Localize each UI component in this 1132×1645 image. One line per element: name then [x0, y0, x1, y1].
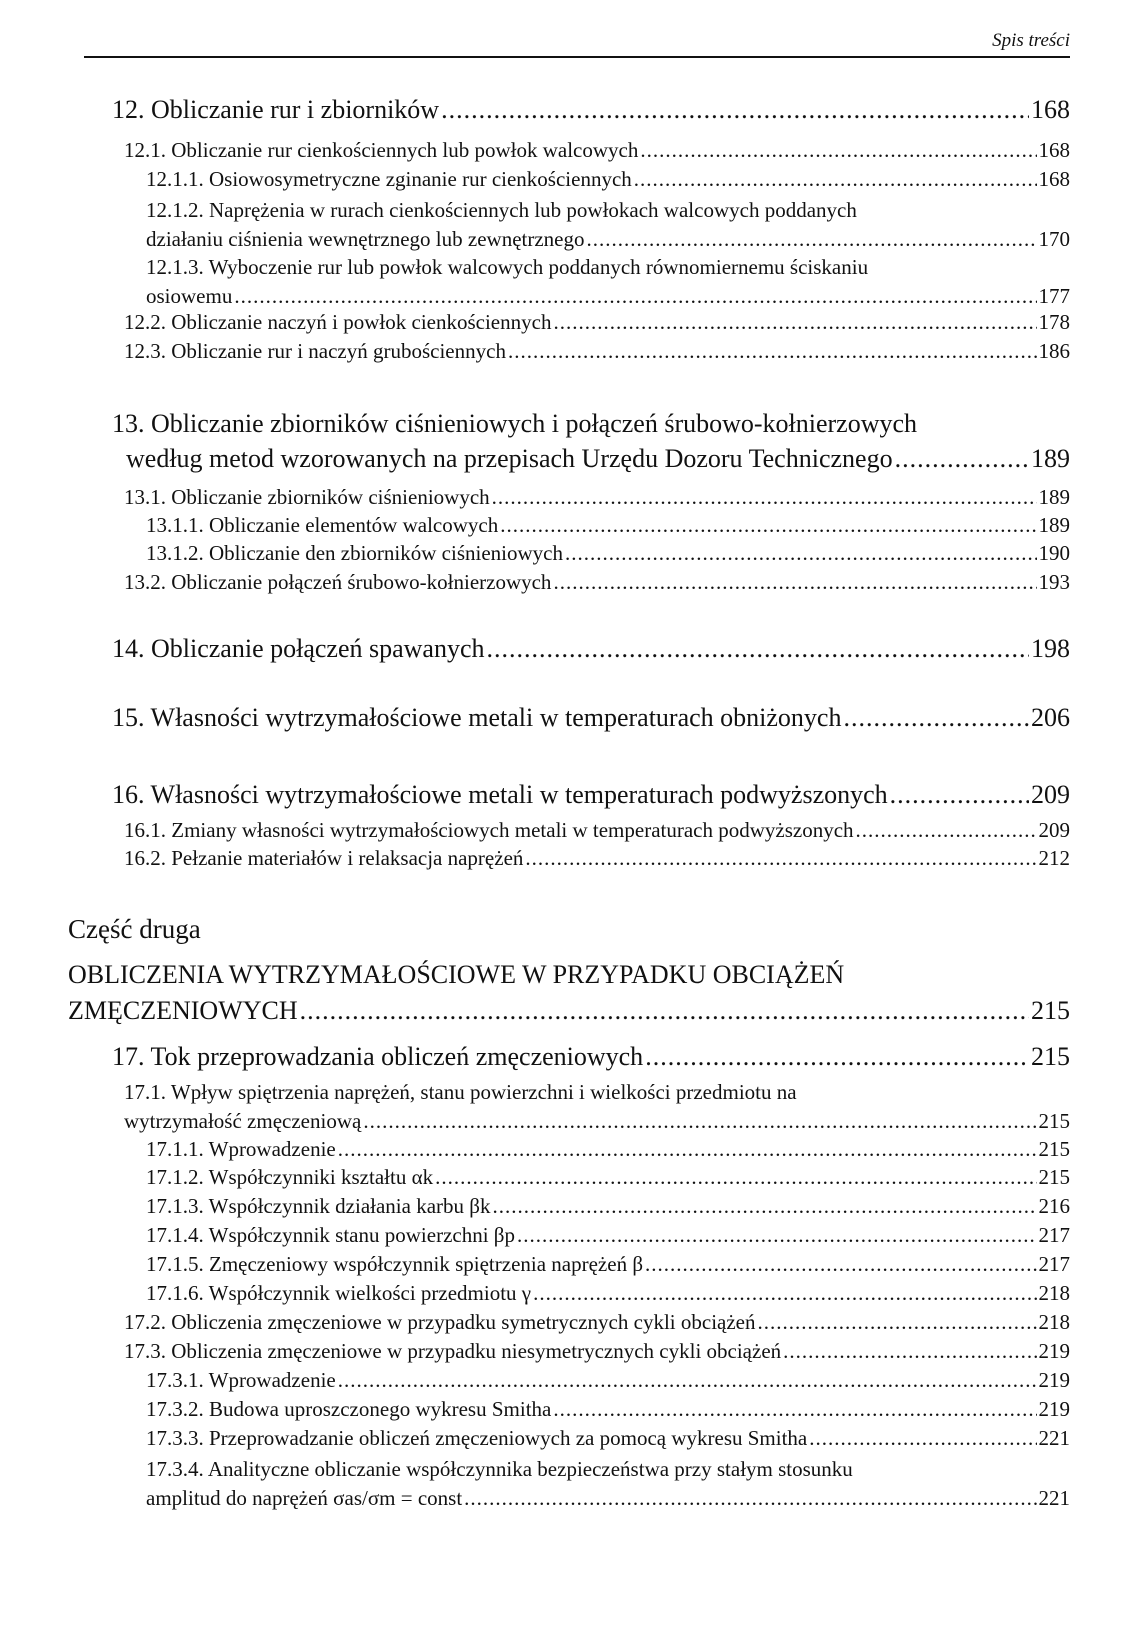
toc-entry[interactable] — [124, 1310, 1070, 1335]
toc-entry[interactable] — [112, 780, 1070, 810]
toc-entry[interactable] — [112, 634, 1070, 664]
toc-entry-title: 13.2. Obliczanie połączeń śrubowo-kołnierzowych — [124, 570, 552, 594]
toc-page-number: 218 — [1038, 1310, 1070, 1334]
toc-entry[interactable] — [146, 1281, 1070, 1306]
toc-entry[interactable] — [146, 1165, 1070, 1190]
toc-page-number: 215 — [1038, 1109, 1070, 1133]
dot-leader — [492, 485, 1037, 510]
toc-entry-title: 12.1.1. Osiowosymetryczne zginanie rur cienkościennych — [146, 167, 632, 191]
dot-leader — [435, 1165, 1036, 1190]
dot-leader — [338, 1368, 1037, 1393]
toc-entry[interactable] — [124, 138, 1070, 163]
toc-page-number: 186 — [1038, 339, 1070, 363]
dot-leader — [234, 282, 1036, 311]
toc-page-number: 177 — [1038, 284, 1070, 308]
toc-page-number: 209 — [1038, 818, 1070, 842]
toc-entry[interactable] — [146, 1223, 1070, 1248]
dot-leader — [758, 1310, 1037, 1335]
toc-entry[interactable] — [146, 253, 1070, 311]
toc-page-number: 189 — [1031, 444, 1070, 473]
toc-entry-title: 17.3.1. Wprowadzenie — [146, 1368, 336, 1392]
toc-entry-title: 17.1.3. Współczynnik działania karbu βk — [146, 1194, 491, 1218]
toc-entry-title: 17.1.5. Zmęczeniowy współczynnik spiętrzenia naprężeń β — [146, 1252, 644, 1276]
toc-entry[interactable] — [146, 541, 1070, 566]
toc-entry-title: 15. Własności wytrzymałościowe metali w temperaturach obniżonych — [112, 703, 842, 732]
toc-page-number: 217 — [1038, 1223, 1070, 1247]
dot-leader — [464, 1484, 1036, 1513]
toc-entry-title-line: 17.3.4. Analityczne obliczanie współczynnika bezpieczeństwa przy stałym stosunku — [146, 1457, 853, 1481]
toc-entry[interactable] — [112, 406, 1070, 476]
toc-page-number: 206 — [1031, 703, 1070, 732]
toc-entry-title-line: OBLICZENIA WYTRZYMAŁOŚCIOWE W PRZYPADKU OBCIĄŻEŃ — [68, 960, 845, 989]
toc-entry[interactable] — [146, 167, 1070, 192]
toc-entry[interactable] — [124, 570, 1070, 595]
dot-leader — [487, 634, 1029, 664]
toc-entry[interactable] — [146, 1426, 1070, 1451]
header-rule — [84, 56, 1070, 58]
toc-entry[interactable] — [124, 1339, 1070, 1364]
dot-leader — [856, 818, 1037, 843]
toc-page-number: 168 — [1038, 138, 1070, 162]
dot-leader — [565, 541, 1037, 566]
toc-page-number: 219 — [1038, 1397, 1070, 1421]
toc-page-number: 209 — [1031, 780, 1070, 809]
toc-entry-title-line: 17.1. Wpływ spiętrzenia naprężeń, stanu powierzchni i wielkości przedmiotu na — [124, 1080, 797, 1104]
dot-leader — [553, 1397, 1036, 1422]
dot-leader — [640, 138, 1036, 163]
part-heading: Część druga — [68, 914, 201, 944]
toc-entry[interactable] — [68, 957, 1070, 1029]
toc-entry[interactable] — [124, 485, 1070, 510]
toc-entry-title: 13.1.2. Obliczanie den zbiorników ciśnieniowych — [146, 541, 563, 565]
toc-entry[interactable] — [124, 818, 1070, 843]
toc-entry-title: 17.3. Obliczenia zmęczeniowe w przypadku niesymetrycznych cykli obciążeń — [124, 1339, 782, 1363]
toc-entry-title: 16.2. Pełzanie materiałów i relaksacja naprężeń — [124, 846, 524, 870]
dot-leader — [645, 1042, 1029, 1072]
toc-page-number: 193 — [1038, 570, 1070, 594]
toc-page-number: 216 — [1038, 1194, 1070, 1218]
toc-page-number: 219 — [1038, 1339, 1070, 1363]
toc-page-number: 212 — [1038, 846, 1070, 870]
toc-entry-title: 12.3. Obliczanie rur i naczyń grubościennych — [124, 339, 506, 363]
toc-page-number: 168 — [1038, 167, 1070, 191]
toc-entry-title-line: 13. Obliczanie zbiorników ciśnieniowych i połączeń śrubowo-kołnierzowych — [112, 409, 918, 438]
toc-page-number: 219 — [1038, 1368, 1070, 1392]
toc-entry[interactable] — [146, 513, 1070, 538]
dot-leader — [809, 1426, 1036, 1451]
toc-entry-title: 16.1. Zmiany własności wytrzymałościowych metali w temperaturach podwyższonych — [124, 818, 854, 842]
dot-leader — [441, 95, 1029, 125]
toc-entry-title: 17.1.2. Współczynniki kształtu αk — [146, 1165, 434, 1189]
toc-page-number: 168 — [1031, 95, 1070, 124]
toc-entry[interactable] — [124, 846, 1070, 871]
dot-leader — [508, 339, 1037, 364]
dot-leader — [783, 1339, 1036, 1364]
toc-entry[interactable] — [146, 196, 1070, 254]
dot-leader — [338, 1137, 1037, 1162]
toc-entry-title: 17.3.2. Budowa uproszczonego wykresu Smitha — [146, 1397, 552, 1421]
toc-entry-title: 17. Tok przeprowadzania obliczeń zmęczeniowych — [112, 1042, 644, 1071]
dot-leader — [895, 441, 1029, 476]
dot-leader — [586, 225, 1036, 254]
toc-entry-title: ZMĘCZENIOWYCH — [68, 996, 298, 1025]
toc-entry[interactable] — [146, 1194, 1070, 1219]
toc-entry-title: osiowemu — [146, 284, 233, 308]
toc-entry-title: 17.1.6. Współczynnik wielkości przedmiotu γ — [146, 1281, 532, 1305]
toc-page-number: 215 — [1031, 1042, 1070, 1071]
toc-page-number: 198 — [1031, 634, 1070, 663]
dot-leader — [300, 993, 1029, 1029]
dot-leader — [645, 1252, 1036, 1277]
toc-entry[interactable] — [112, 703, 1070, 733]
toc-entry-title: amplitud do naprężeń σas/σm = const — [146, 1486, 463, 1510]
toc-entry[interactable] — [124, 310, 1070, 335]
toc-page-number: 190 — [1038, 541, 1070, 565]
toc-entry-title-line: 12.1.2. Naprężenia w rurach cienkościennych lub powłokach walcowych poddanych — [146, 198, 857, 222]
toc-entry-title: 14. Obliczanie połączeń spawanych — [112, 634, 485, 663]
toc-page-number: 215 — [1031, 996, 1070, 1025]
toc-entry[interactable] — [112, 95, 1070, 125]
toc-page-number: 217 — [1038, 1252, 1070, 1276]
toc-page-number: 170 — [1038, 227, 1070, 251]
dot-leader — [517, 1223, 1037, 1248]
dot-leader — [533, 1281, 1036, 1306]
toc-entry[interactable] — [124, 339, 1070, 364]
dot-leader — [553, 310, 1036, 335]
toc-page-number: 215 — [1038, 1165, 1070, 1189]
toc-entry-title: wytrzymałość zmęczeniową — [124, 1109, 362, 1133]
toc-page-number: 221 — [1038, 1486, 1070, 1510]
toc-entry-title: 12.2. Obliczanie naczyń i powłok cienkościennych — [124, 310, 552, 334]
toc-entry-title: 13.1. Obliczanie zbiorników ciśnieniowych — [124, 485, 490, 509]
toc-entry[interactable] — [112, 1042, 1070, 1072]
toc-entry[interactable] — [146, 1252, 1070, 1277]
toc-entry-title: 17.1.1. Wprowadzenie — [146, 1137, 336, 1161]
dot-leader — [843, 703, 1029, 733]
toc-entry-title: 12. Obliczanie rur i zbiorników — [112, 95, 440, 124]
toc-page-number: 189 — [1038, 485, 1070, 509]
toc-entry-title: 17.3.3. Przeprowadzanie obliczeń zmęczeniowych za pomocą wykresu Smitha — [146, 1426, 808, 1450]
toc-entry[interactable] — [146, 1368, 1070, 1393]
toc-entry[interactable] — [146, 1455, 1070, 1513]
running-header: Spis treści — [992, 30, 1070, 51]
toc-page-number: 178 — [1038, 310, 1070, 334]
toc-entry-title-line: 12.1.3. Wyboczenie rur lub powłok walcowych poddanych równomiernemu ściskaniu — [146, 255, 869, 279]
toc-entry[interactable] — [124, 1078, 1070, 1136]
toc-entry-title: 17.1.4. Współczynnik stanu powierzchni βp — [146, 1223, 515, 1247]
toc-page-number: 189 — [1038, 513, 1070, 537]
toc-entry-title: 16. Własności wytrzymałościowe metali w temperaturach podwyższonych — [112, 780, 888, 809]
toc-page-number: 218 — [1038, 1281, 1070, 1305]
toc-entry-title: 12.1. Obliczanie rur cienkościennych lub powłok walcowych — [124, 138, 639, 162]
dot-leader — [500, 513, 1036, 538]
toc-page-number: 215 — [1038, 1137, 1070, 1161]
toc-entry-title: 17.2. Obliczenia zmęczeniowe w przypadku symetrycznych cykli obciążeń — [124, 1310, 756, 1334]
toc-entry-title: według metod wzorowanych na przepisach Urzędu Dozoru Technicznego — [126, 444, 893, 473]
toc-entry-title: działaniu ciśnienia wewnętrznego lub zewnętrznego — [146, 227, 585, 251]
dot-leader — [553, 570, 1036, 595]
dot-leader — [492, 1194, 1036, 1219]
dot-leader — [634, 167, 1037, 192]
toc-entry-title: 13.1.1. Obliczanie elementów walcowych — [146, 513, 499, 537]
dot-leader — [363, 1107, 1036, 1136]
toc-page-number: 221 — [1038, 1426, 1070, 1450]
dot-leader — [890, 780, 1029, 810]
toc-entry[interactable] — [146, 1397, 1070, 1422]
toc-entry[interactable] — [146, 1137, 1070, 1162]
dot-leader — [525, 846, 1036, 871]
